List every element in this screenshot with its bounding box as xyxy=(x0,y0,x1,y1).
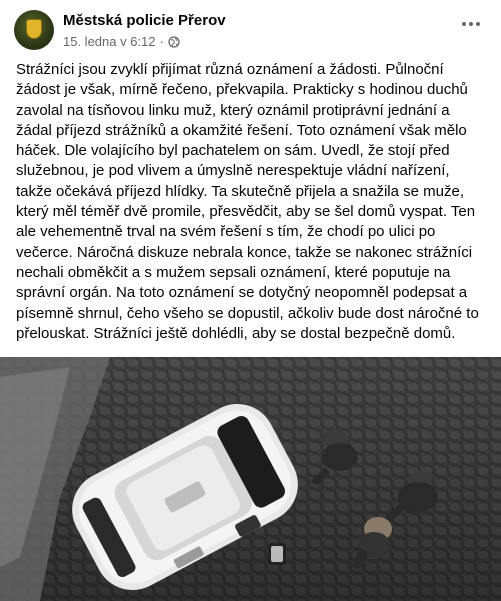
post-photo[interactable] xyxy=(0,357,501,601)
page-avatar[interactable] xyxy=(14,10,54,50)
page-name-link[interactable]: Městská policie Přerov xyxy=(63,12,226,29)
meta-separator: · xyxy=(159,34,164,49)
police-badge-icon xyxy=(26,19,42,39)
post-header xyxy=(0,0,501,56)
post-meta xyxy=(63,34,180,49)
photo-image xyxy=(0,357,501,601)
post-date-link[interactable]: 15. ledna v 6:12 xyxy=(63,34,156,49)
globe-icon[interactable] xyxy=(168,36,180,48)
more-options-icon[interactable] xyxy=(457,14,485,34)
post-text: Strážníci jsou zvyklí přijímat různá oznámení a žádosti. Půlnoční žádost je však, mírně řečeno, překvapila. Prakticky s hodinou duchů zavolal na tísňovou linku muž, který oznámil protiprávní jednání a žádal příjezd strážníků a okamžité řešení. Toto oznámení však mělo háček. Dle volajícího byl pachatelem on sám. Uvedl, že stojí před služebnou, je pod vlivem a úmyslně nerespektuje vládní nařízení, takže očekává příjezd hlídky. Ta skutečně přijela a snažila se muže, který měl téměř dvě promile, přesvědčit, aby se šel domů vyspat. Ten ale vehementně trval na svém řešení s tím, že chodí po ulici po večerce. Náročná diskuze nebrala konce, takže se nakonec strážníci nechali obměkčit a s mužem sepsali oznámení, které poputuje na správní orgán. Na toto oznámení se dotyčný neopomněl podepsat a písemně shrnul, čeho všeho se dopustil, ačkoliv bude dost náročné to přelouskat. Strážníci ještě dohlédli, aby se dostal bezpečně domů. xyxy=(16,61,479,342)
